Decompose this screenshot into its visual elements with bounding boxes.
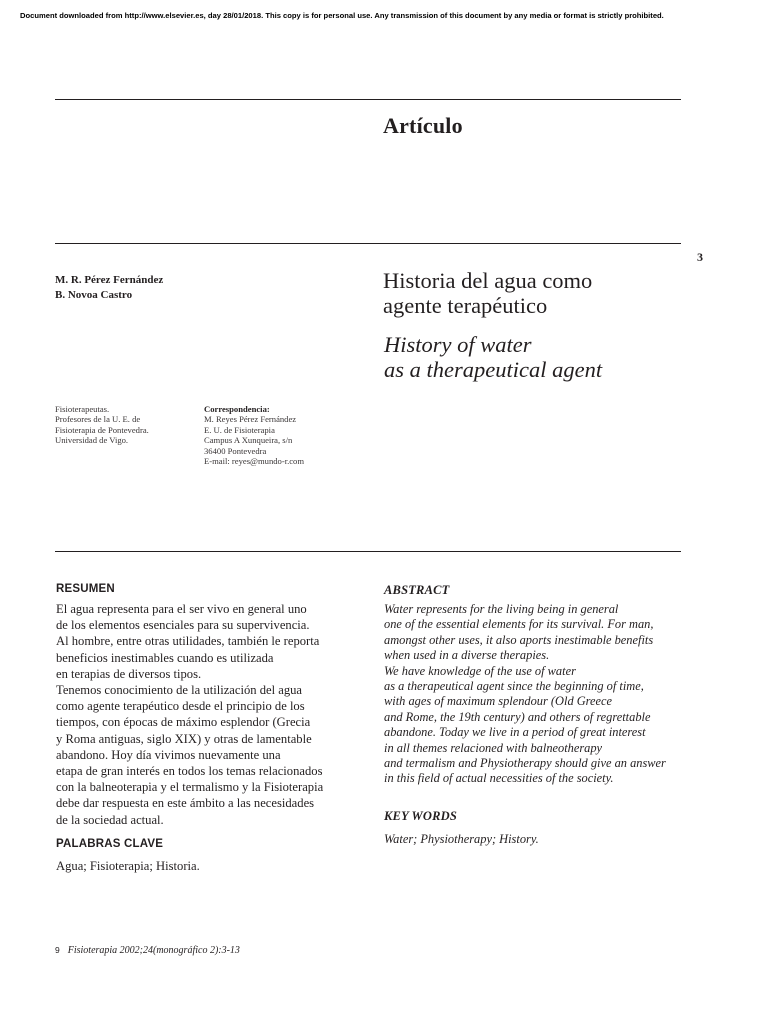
- author-name: B. Novoa Castro: [55, 289, 133, 301]
- correspondence-heading: Correspondencia:: [204, 404, 270, 414]
- abstract-rule: [55, 551, 681, 552]
- abstract-line: Water represents for the living being in general: [384, 602, 619, 616]
- palabras-clave-heading: PALABRAS CLAVE: [56, 838, 164, 850]
- resumen-line: etapa de gran interés en todos los temas relacionados: [56, 764, 323, 779]
- affiliation-line: Fisioterapia de Pontevedra.: [55, 424, 149, 435]
- resumen-line: abandono. Hoy día vivimos nuevamente una: [56, 747, 281, 762]
- affiliation-block: [55, 404, 149, 446]
- abstract-line: and termalism and Physiotherapy should give an answer: [384, 756, 666, 771]
- abstract-line: abandone. Today we live in a period of great interest: [384, 725, 646, 740]
- correspondence-line: E. U. de Fisioterapia: [204, 424, 275, 435]
- correspondence-line: M. Reyes Pérez Fernández: [204, 414, 297, 425]
- correspondence-block: [204, 404, 304, 466]
- resumen-line: de los elementos esenciales para su supervivencia.: [56, 618, 310, 633]
- abstract-body: [384, 602, 666, 787]
- footer-page-number: 9: [55, 945, 60, 955]
- title-line: as a therapeutical agent: [384, 356, 603, 382]
- palabras-clave-text: Agua; Fisioterapia; Historia.: [56, 859, 200, 873]
- page-footer: [55, 945, 240, 956]
- article-title-spanish: [383, 269, 703, 318]
- resumen-line: debe dar respuesta en este ámbito a las necesidades: [56, 796, 315, 811]
- abstract-heading: ABSTRACT: [384, 583, 450, 597]
- affiliation-line: Profesores de la U. E. de: [55, 414, 141, 425]
- key-words-text: Water; Physiotherapy; History.: [384, 832, 539, 846]
- abstract-line: when used in a diverse therapies.: [384, 648, 550, 663]
- key-words-heading: KEY WORDS: [384, 809, 458, 823]
- footer-citation: Fisioterapia 2002;24(monográfico 2):3-13: [67, 945, 240, 956]
- section-label: Artículo: [383, 113, 463, 138]
- abstract-line: and Rome, the 19th century) and others of regrettable: [384, 709, 651, 724]
- correspondence-email: E-mail: reyes@mundo-r.com: [204, 456, 305, 467]
- title-line: agente terapéutico: [383, 292, 548, 318]
- authors-block: [55, 273, 163, 303]
- abstract-line: one of the essential elements for its survival. For man,: [384, 617, 654, 632]
- abstract-line: in this field of actual necessities of the society.: [384, 771, 614, 786]
- abstract-line: We have knowledge of the use of water: [384, 663, 576, 678]
- top-rule: [55, 99, 681, 100]
- author-name: M. R. Pérez Fernández: [55, 274, 164, 286]
- resumen-line: tiempos, con épocas de máximo esplendor (Grecia: [56, 715, 311, 730]
- resumen-line: de la sociedad actual.: [56, 812, 164, 827]
- resumen-heading: RESUMEN: [56, 583, 115, 595]
- affiliation-line: Universidad de Vigo.: [55, 435, 129, 446]
- resumen-line: y Roma antiguas, siglo XIX) y otras de lamentable: [56, 731, 312, 746]
- title-line: Historia del agua como: [383, 268, 593, 293]
- abstract-line: amongst other uses, it also aports inestimable benefits: [384, 632, 654, 647]
- resumen-line: Al hombre, entre otras utilidades, también le reporta: [56, 634, 320, 649]
- resumen-line: El agua representa para el ser vivo en general uno: [56, 602, 307, 616]
- abstract-line: in all themes relacioned with balneotherapy: [384, 740, 603, 755]
- page-number: 3: [697, 250, 703, 264]
- resumen-body: [56, 601, 323, 828]
- resumen-line: Tenemos conocimiento de la utilización del agua: [56, 683, 303, 698]
- correspondence-line: 36400 Pontevedra: [204, 445, 267, 456]
- header-rule: [55, 243, 681, 244]
- download-disclaimer: Document downloaded from http://www.elsevier.es, day 28/01/2018. This copy is for personal use. Any transmission of this document by any media or format is strictly prohibited.: [20, 11, 664, 20]
- resumen-line: en terapias de diversos tipos.: [56, 666, 202, 681]
- abstract-line: as a therapeutical agent since the beginning of time,: [384, 679, 644, 694]
- resumen-line: beneficios inestimables cuando es utilizada: [56, 650, 274, 665]
- article-title-english: [384, 333, 704, 382]
- correspondence-line: Campus A Xunqueira, s/n: [204, 435, 293, 446]
- resumen-line: como agente terapéutico desde el principio de los: [56, 699, 305, 714]
- title-line: History of water: [384, 332, 532, 357]
- abstract-line: with ages of maximum splendour (Old Greece: [384, 694, 613, 709]
- resumen-line: con la balneoterapia y el termalismo y la Fisioterapia: [56, 780, 324, 795]
- affiliation-line: Fisioterapeutas.: [55, 404, 110, 414]
